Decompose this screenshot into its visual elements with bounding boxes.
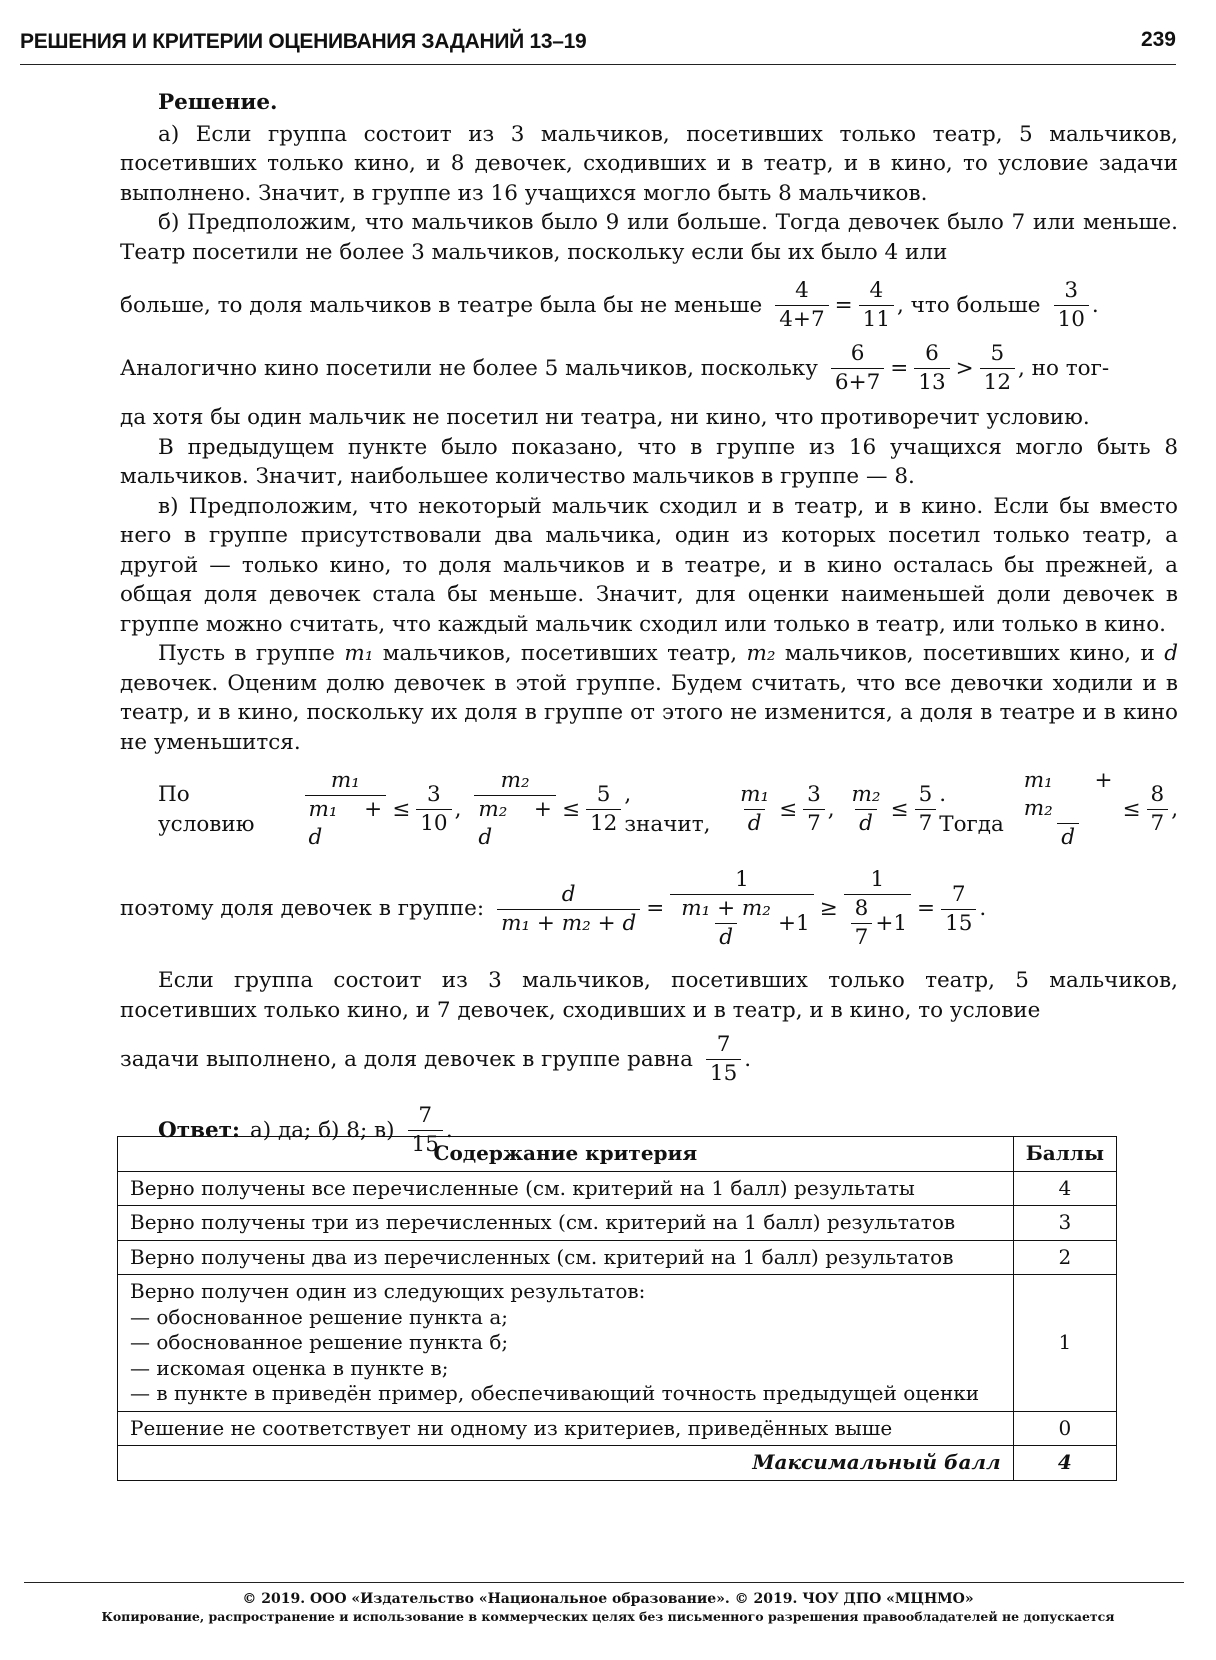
section-title: РЕШЕНИЯ И КРИТЕРИИ ОЦЕНИВАНИЯ ЗАДАНИЙ 13–19 <box>20 30 587 53</box>
fraction: $\frac{6}{6+7}$ <box>831 340 884 397</box>
fraction: $\frac{7}{15}$ <box>941 881 976 938</box>
fraction: $\frac{3}{10}$ <box>416 781 451 838</box>
page-footer <box>20 1590 1196 1625</box>
footer-divider <box>24 1582 1184 1583</box>
copyright-line: © 2019. ООО «Издательство «Национальное образование». © 2019. ЧОУ ДПО «МЦНМО» <box>242 1591 974 1607</box>
criterion-points: 1 <box>1013 1275 1116 1412</box>
criterion-points: 2 <box>1013 1240 1116 1275</box>
condition-formula-line: По условию $\frac{\text{m₁}}{\text{m₁ + d}}$ ≤ $\frac{3}{10}$ , $\frac{\text{m₂}}{\text{m₂ + d}}$ ≤ $\frac{5}{12}$ , значит, $\frac{\text{m₁}}{d}$ ≤ $\frac{3}{7}$ , $\frac{\text{m₂}}{d}$ ≤ $\frac{5}{7}$ . Тогда $\frac{\text{m₁ + m₂}}{d}$ ≤ $\frac{8}{7}$ , <box>158 768 1179 850</box>
solution-body <box>120 88 1178 1165</box>
fraction: 1 $\frac{8}{7}$ +1 <box>844 866 911 952</box>
part-b-text: больше, то доля мальчиков в театре была бы не меньше <box>120 292 763 318</box>
fraction: $\frac{7}{15}$ <box>408 1102 443 1159</box>
part-b-paragraph: б) Предположим, что мальчиков было 9 или больше. Тогда девочек было 7 или меньше. Театр посетили не более 3 мальчиков, поскольку если бы их было 4 или <box>120 210 1178 265</box>
table-row <box>118 1275 1117 1412</box>
fraction: $\frac{7}{15}$ <box>706 1031 741 1088</box>
part-a-paragraph: а) Если группа состоит из 3 мальчиков, посетивших только театр, 5 мальчиков, посетивших только кино, и 8 девочек, сходивших и в театр, и в кино, то условие задачи выполнено. Значит, в группе из 16 учащихся могло быть 8 мальчиков. <box>120 121 1178 206</box>
table-row <box>118 1240 1117 1275</box>
fraction: $\frac{d}{\text{m₁ + m₂ + d}}$ <box>497 881 640 938</box>
part-b-text: Аналогично кино посетили не более 5 мальчиков, поскольку <box>120 355 818 381</box>
fraction: $\frac{\text{m₂}}{d}$ <box>851 782 881 836</box>
share-formula-line: поэтому доля девочек в группе: $\frac{d}{\text{m₁ + m₂ + d}}$ = 1 $\frac{\text{m₁ + m₂}}{d}$ +1 ≥ 1 $\frac{8}{7}$ +1 = $\frac{7}{15}$ . <box>120 867 987 950</box>
criterion-text: Верно получены все перечисленные (см. критерий на 1 балл) результаты <box>118 1171 1014 1206</box>
table-row <box>118 1206 1117 1241</box>
license-line: Копирование, распространение и использование в коммерческих целях без письменного разрешения правообладателей не допускается <box>101 1609 1115 1624</box>
part-v-paragraph: Пусть в группе m₁ мальчиков, посетивших театр, m₂ мальчиков, посетивших кино, и d девочек. Оценим долю девочек в этой группе. Будем считать, что все девочки ходили и в театр, и в кино, поскольку их доля в группе от этого не изменится, а доля в театре и в кино не уменьшится. <box>120 641 1178 755</box>
part-b-paragraph: В предыдущем пункте было показано, что в группе из 16 учащихся могло быть 8 мальчиков. Значит, наибольшее количество мальчиков в группе — 8. <box>120 434 1178 489</box>
criterion-text: Решение не соответствует ни одному из критериев, приведённых выше <box>118 1411 1014 1446</box>
table-row <box>118 1171 1117 1206</box>
answer-label: Ответ: <box>158 1117 240 1143</box>
max-score-label: Максимальный балл <box>118 1446 1014 1481</box>
fraction: $\frac{4}{11}$ <box>859 277 894 334</box>
answer-line: Ответ: а) да; б) 8; в) $\frac{7}{15}$ . <box>158 1103 453 1157</box>
fraction: $\frac{\text{m₁}}{d}$ <box>740 782 770 836</box>
fraction: $\frac{6}{13}$ <box>914 340 949 397</box>
fraction: $\frac{\text{m₁ + m₂}}{d}$ <box>1023 768 1113 850</box>
part-b-paragraph: да хотя бы один мальчик не посетил ни театра, ни кино, что противоречит условию. <box>120 405 1090 430</box>
criterion-points: 3 <box>1013 1206 1116 1241</box>
table-row <box>118 1411 1117 1446</box>
max-score-value: 4 <box>1013 1446 1116 1481</box>
answer-text: а) да; б) 8; в) <box>249 1117 395 1143</box>
table-header: Баллы <box>1013 1137 1116 1172</box>
fraction: $\frac{\text{m₁}}{\text{m₁ + d}}$ <box>305 767 387 852</box>
criterion-text: Верно получен один из следующих результатов: — обоснованное решение пункта а; — обоснованное решение пункта б; — искомая оценка в пункте в; — в пункте в приведён пример, обеспечивающий точность предыдущей оценки <box>118 1275 1014 1412</box>
fraction: $\frac{5}{12}$ <box>980 340 1015 397</box>
fraction: $\frac{\text{m₂}}{\text{m₂ + d}}$ <box>474 767 556 852</box>
fraction: $\frac{3}{10}$ <box>1054 277 1089 334</box>
fraction: 1 $\frac{\text{m₁ + m₂}}{d}$ +1 <box>670 866 813 952</box>
fraction: $\frac{8}{7}$ <box>1147 781 1169 838</box>
solution-heading: Решение. <box>158 90 278 115</box>
part-b-formula-line-1: больше, то доля мальчиков в театре была бы не меньше $\frac{4}{4+7}$ = $\frac{4}{11}$ , что больше $\frac{3}{10}$ . <box>120 278 1099 332</box>
table-header-row <box>118 1137 1117 1172</box>
fraction: $\frac{5}{12}$ <box>586 781 621 838</box>
criterion-text: Верно получены два из перечисленных (см. критерий на 1 балл) результатов <box>118 1240 1014 1275</box>
criteria-table <box>117 1136 1117 1481</box>
table-header: Содержание критерия <box>118 1137 1014 1172</box>
criterion-points: 4 <box>1013 1171 1116 1206</box>
page-header <box>20 26 1176 65</box>
example-paragraph: Если группа состоит из 3 мальчиков, посетивших только театр, 5 мальчиков, посетивших только кино, и 7 девочек, сходивших и в театр, и в кино, то условие <box>120 968 1178 1023</box>
fraction: $\frac{5}{7}$ <box>915 781 937 838</box>
part-b-formula-line-2: Аналогично кино посетили не более 5 мальчиков, поскольку $\frac{6}{6+7}$ = $\frac{6}{13}$ > $\frac{5}{12}$ , но тог- <box>120 341 1110 395</box>
example-formula-line: задачи выполнено, а доля девочек в группе равна $\frac{7}{15}$ . <box>120 1032 752 1086</box>
fraction: $\frac{8}{7}$ <box>851 895 873 952</box>
criterion-text: Верно получены три из перечисленных (см. критерий на 1 балл) результатов <box>118 1206 1014 1241</box>
page-number: 239 <box>1140 28 1176 51</box>
fraction: $\frac{4}{4+7}$ <box>775 277 828 334</box>
max-score-row <box>118 1446 1117 1481</box>
part-v-paragraph: в) Предположим, что некоторый мальчик сходил и в театр, и в кино. Если бы вместо него в группе присутствовали два мальчика, один из которых посетил только театр, а другой — только кино, то доля мальчиков и в театре, и в кино осталась бы прежней, а общая доля девочек стала бы меньше. Значит, для оценки наименьшей доли девочек в группе можно считать, что каждый мальчик сходил или только в театр, или только в кино. <box>120 493 1178 637</box>
fraction: $\frac{3}{7}$ <box>803 781 825 838</box>
criterion-points: 0 <box>1013 1411 1116 1446</box>
fraction: $\frac{\text{m₁ + m₂}}{d}$ <box>681 896 771 950</box>
